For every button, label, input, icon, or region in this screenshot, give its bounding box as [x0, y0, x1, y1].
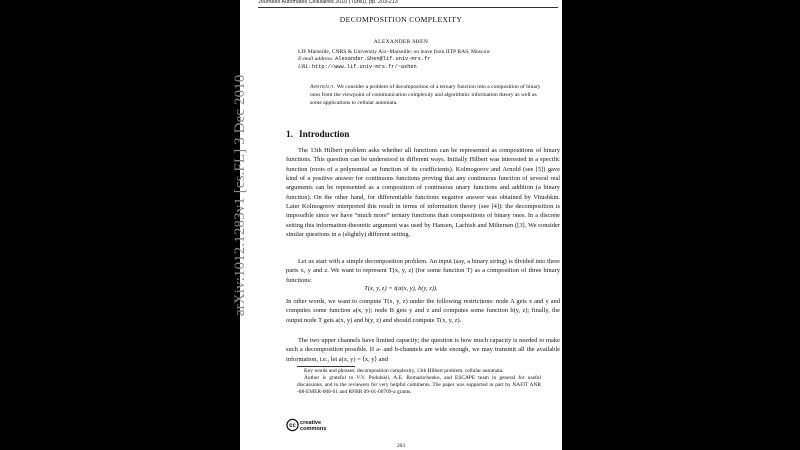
section-heading [286, 130, 349, 140]
paragraph-text: Let us start with a simple decomposition problem. An input (say, a binary string) is divided into three parts x, y and z. We want to represent T(x, y, z) (for some function T) as a composition of three binary functions: [286, 258, 560, 284]
paragraph-text: The 13th Hilbert problem asks whether all functions can be represented as compositions of binary functions. This question can be understood in different ways. Initially Hilbert was interested in a specific function (roots of a polynomial as function of its coefficients). Kolmogorov and Arnold (see [5]) gave kind of a positive answer for continuous functions proving that any continuous function of several real arguments can be represented as a composition of continuous unary functions and addition (a binary function). On the other hand, for differentiable functions negative answer was obtained by Vitushkin. Later Kolmogorov interpreted this result in terms of information theory (see [4]): the decomposition is impossible since we have “much more” ternary functions than compositions of binary ones. In a discrete setting this information-theoretic argument was used by Hansen, Lachish and Miltersen ([3]. We consider similar questions in a (slightly) different setting. [286, 147, 560, 239]
paper-page [240, 0, 562, 450]
footnote-acknowledgements: Author is grateful to V.V. Podolskii, A.E. Romashchenko, and ESCAPE team in general for useful discussions, and to the reviewers for very helpful comments. The paper was supported in part by NAFIT ANR -08-EMER-008-01 and RFBR 09-01-00709-a grants. [297, 375, 541, 395]
email-line [298, 56, 490, 63]
paragraph-text: In other words, we want to compute T(x, y, z) under the following restrictions: node A gets x and y and computes some function a(x, y); node B gets y and z and computes some function b(y, z); finally, the output node T gets a(x, y) and b(y, z) and should compute T(x, y, z). [286, 298, 560, 324]
arxiv-identifier-stamp: arXiv:1012.1283v1 [cs.FL] 3 Dec 2010 [232, 74, 248, 316]
url-label: URL: [298, 63, 311, 70]
paper-title: DECOMPOSITION COMPLEXITY [339, 15, 463, 24]
display-formula: T(x, y, z) = t(a(x, y), b(y, z)). [364, 285, 438, 292]
email-label: E-mail address: [298, 56, 334, 63]
abstract-text: We consider a problem of decomposition of a ternary function into a composition of binary ones from the viewpoint of communication complexity and algorithmic information theory as well as some applications to cellular automata. [310, 84, 541, 107]
header-rule [258, 7, 558, 8]
url-line [298, 64, 490, 71]
footnote-rule [297, 366, 355, 367]
email-address[interactable]: Alexander.Shen@lif.univ-mrs.fr [335, 56, 431, 63]
abstract-label: Abstract. [310, 84, 336, 90]
footnote-keywords: Key words and phrases: decomposition complexity, 13th Hilbert problem, cellular automata. [304, 368, 504, 374]
cc-wordmark-top: creative [300, 420, 322, 426]
cc-wordmark-bottom: commons [300, 426, 327, 432]
affiliation: LIF Marseille, CNRS & University Aix–Marseille; on leave from IITP RAS, Moscow [298, 49, 491, 55]
footnotes [297, 368, 541, 396]
abstract [310, 83, 542, 108]
author-name: ALEXANDER SHEN [373, 39, 429, 45]
page-number: 203 [396, 443, 406, 449]
url-link[interactable]: http://www.lif.univ-mrs.fr/~ashen [311, 63, 417, 70]
paragraph-text: The two upper channels have limited capacity; the question is how much capacity is needed to make such a decomposition possible. If a- and b-channels are wide enough, we may transmit all the available information, i.e., let a(x, y) = ⟨x, y⟩ and [286, 337, 560, 363]
creative-commons-logo [286, 418, 334, 432]
author-address [298, 49, 490, 71]
body-paragraph-1 [286, 146, 560, 239]
section-title: Introduction [298, 130, 350, 140]
section-number: 1. [286, 130, 293, 140]
body-paragraph-3 [286, 297, 560, 325]
body-paragraph-2 [286, 257, 560, 285]
creative-commons-icon [286, 418, 334, 432]
running-header: Journées Automates Cellulaires 2010 (Turku), pp. 203-213 [258, 0, 398, 5]
body-paragraph-4 [286, 336, 560, 364]
svg-text:cc: cc [289, 423, 296, 430]
